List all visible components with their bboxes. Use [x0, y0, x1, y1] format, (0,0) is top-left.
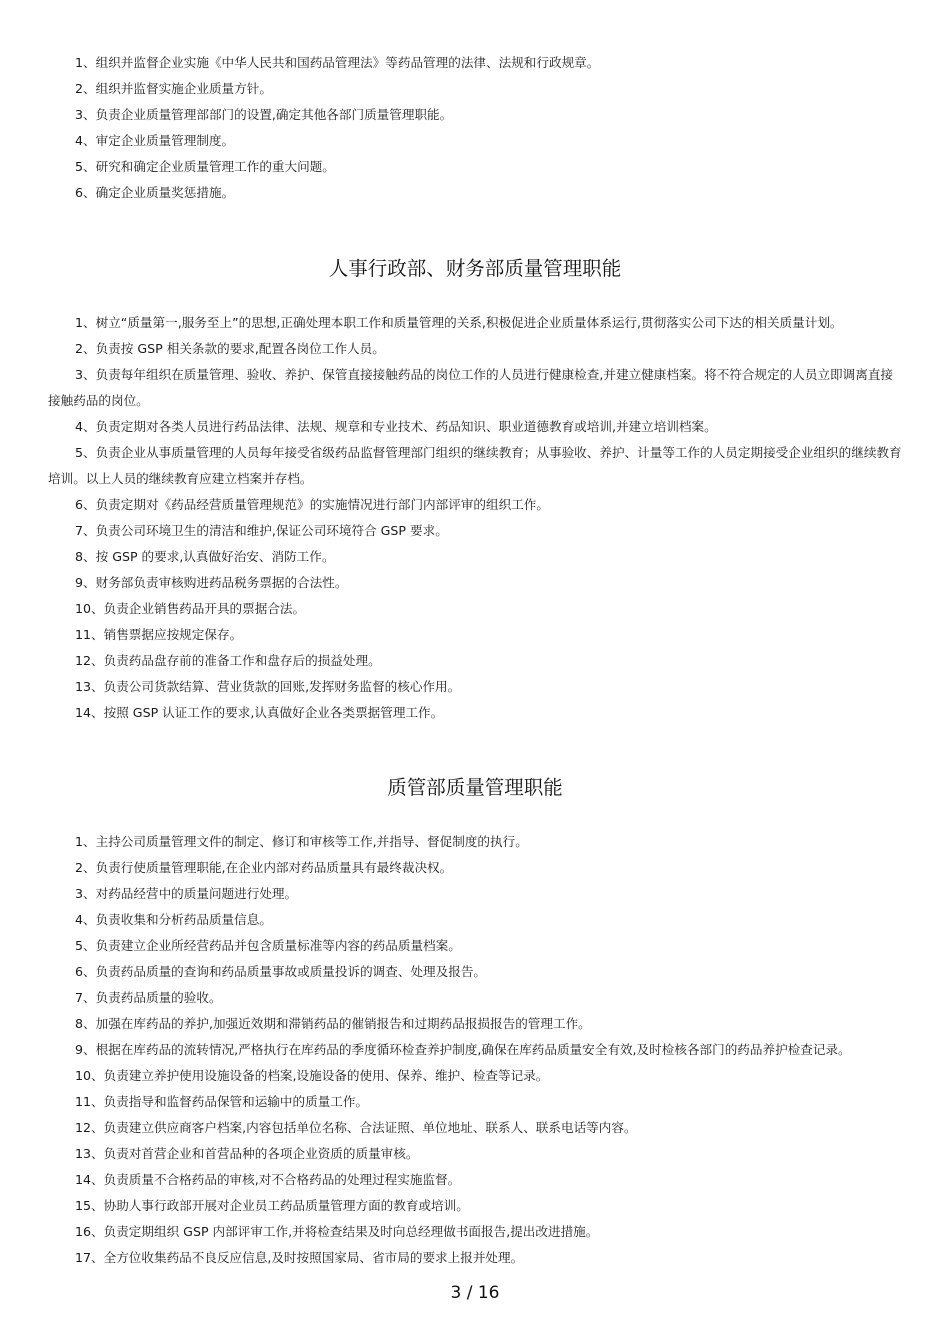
section-1-list	[48, 50, 904, 206]
list-item: 4、负责收集和分析药品质量信息。	[75, 912, 272, 927]
list-item: 4、审定企业质量管理制度。	[75, 133, 235, 148]
list-item: 4、负责定期对各类人员进行药品法律、法规、规章和专业技术、药品知识、职业道德教育或培训,并建立培训档案。	[75, 419, 717, 434]
list-item: 6、负责定期对《药品经营质量管理规范》的实施情况进行部门内部评审的组织工作。	[75, 497, 549, 512]
list-item: 15、协助人事行政部开展对企业员工药品质量管理方面的教育或培训。	[75, 1198, 469, 1213]
section-2-list	[48, 310, 904, 726]
list-item: 3、负责每年组织在质量管理、验收、养护、保管直接接触药品的岗位工作的人员进行健康检查,并建立健康档案。将不符合规定的人员立即调离直接接触药品的岗位。	[48, 367, 894, 408]
list-item: 17、全方位收集药品不良反应信息,及时按照国家局、省市局的要求上报并处理。	[75, 1250, 524, 1265]
list-item: 2、组织并监督实施企业质量方针。	[75, 81, 272, 96]
list-item: 8、按 GSP 的要求,认真做好治安、消防工作。	[75, 549, 335, 564]
list-item: 13、负责公司货款结算、营业货款的回账,发挥财务监督的核心作用。	[75, 679, 461, 694]
list-item: 1、树立“质量第一,服务至上”的思想,正确处理本职工作和质量管理的关系,积极促进企业质量体系运行,贯彻落实公司下达的相关质量计划。	[75, 315, 843, 330]
list-item: 5、研究和确定企业质量管理工作的重大问题。	[75, 159, 335, 174]
list-item: 12、负责药品盘存前的准备工作和盘存后的损益处理。	[75, 653, 381, 668]
list-item: 10、负责建立养护使用设施设备的档案,设施设备的使用、保养、维护、检查等记录。	[75, 1068, 549, 1083]
list-item: 14、负责质量不合格药品的审核,对不合格药品的处理过程实施监督。	[75, 1172, 461, 1187]
list-item: 16、负责定期组织 GSP 内部评审工作,并将检查结果及时向总经理做书面报告,提出改进措施。	[75, 1224, 599, 1239]
page-number: 3 / 16	[450, 1283, 500, 1303]
list-item: 1、组织并监督企业实施《中华人民共和国药品管理法》等药品管理的法律、法规和行政规章。	[75, 55, 600, 70]
list-item: 8、加强在库药品的养护,加强近效期和滞销药品的催销报告和过期药品报损报告的管理工作。	[75, 1016, 591, 1031]
list-item: 7、负责药品质量的验收。	[75, 990, 222, 1005]
list-item: 14、按照 GSP 认证工作的要求,认真做好企业各类票据管理工作。	[75, 705, 444, 720]
list-item: 6、确定企业质量奖惩措施。	[75, 185, 235, 200]
list-item: 13、负责对首营企业和首营品种的各项企业资质的质量审核。	[75, 1146, 419, 1161]
list-item: 10、负责企业销售药品开具的票据合法。	[75, 601, 306, 616]
list-item: 7、负责公司环境卫生的清洁和维护,保证公司环境符合 GSP 要求。	[75, 523, 448, 538]
list-item: 12、负责建立供应商客户档案,内容包括单位名称、合法证照、单位地址、联系人、联系电话等内容。	[75, 1120, 637, 1135]
list-item: 2、负责行使质量管理职能,在企业内部对药品质量具有最终裁决权。	[75, 860, 453, 875]
section-2-title: 人事行政部、财务部质量管理职能	[328, 257, 622, 280]
list-item: 11、负责指导和监督药品保管和运输中的质量工作。	[75, 1094, 369, 1109]
list-item: 1、主持公司质量管理文件的制定、修订和审核等工作,并指导、督促制度的执行。	[75, 834, 528, 849]
section-3-title: 质管部质量管理职能	[387, 776, 563, 799]
list-item: 5、负责企业从事质量管理的人员每年接受省级药品监督管理部门组织的继续教育；从事验收、养护、计量等工作的人员定期接受企业组织的继续教育培训。以上人员的继续教育应建立档案并存档。	[48, 445, 902, 486]
list-item: 2、负责按 GSP 相关条款的要求,配置各岗位工作人员。	[75, 341, 385, 356]
list-item: 9、根据在库药品的流转情况,严格执行在库药品的季度循环检查养护制度,确保在库药品质量安全有效,及时检核各部门的药品养护检查记录。	[75, 1042, 851, 1057]
list-item: 11、销售票据应按规定保存。	[75, 627, 243, 642]
list-item: 9、财务部负责审核购进药品税务票据的合法性。	[75, 575, 348, 590]
list-item: 6、负责药品质量的查询和药品质量事故或质量投诉的调查、处理及报告。	[75, 964, 487, 979]
list-item: 3、负责企业质量管理部部门的设置,确定其他各部门质量管理职能。	[75, 107, 453, 122]
section-3-list	[48, 829, 904, 1271]
list-item: 5、负责建立企业所经营药品并包含质量标准等内容的药品质量档案。	[75, 938, 461, 953]
list-item: 3、对药品经营中的质量问题进行处理。	[75, 886, 298, 901]
